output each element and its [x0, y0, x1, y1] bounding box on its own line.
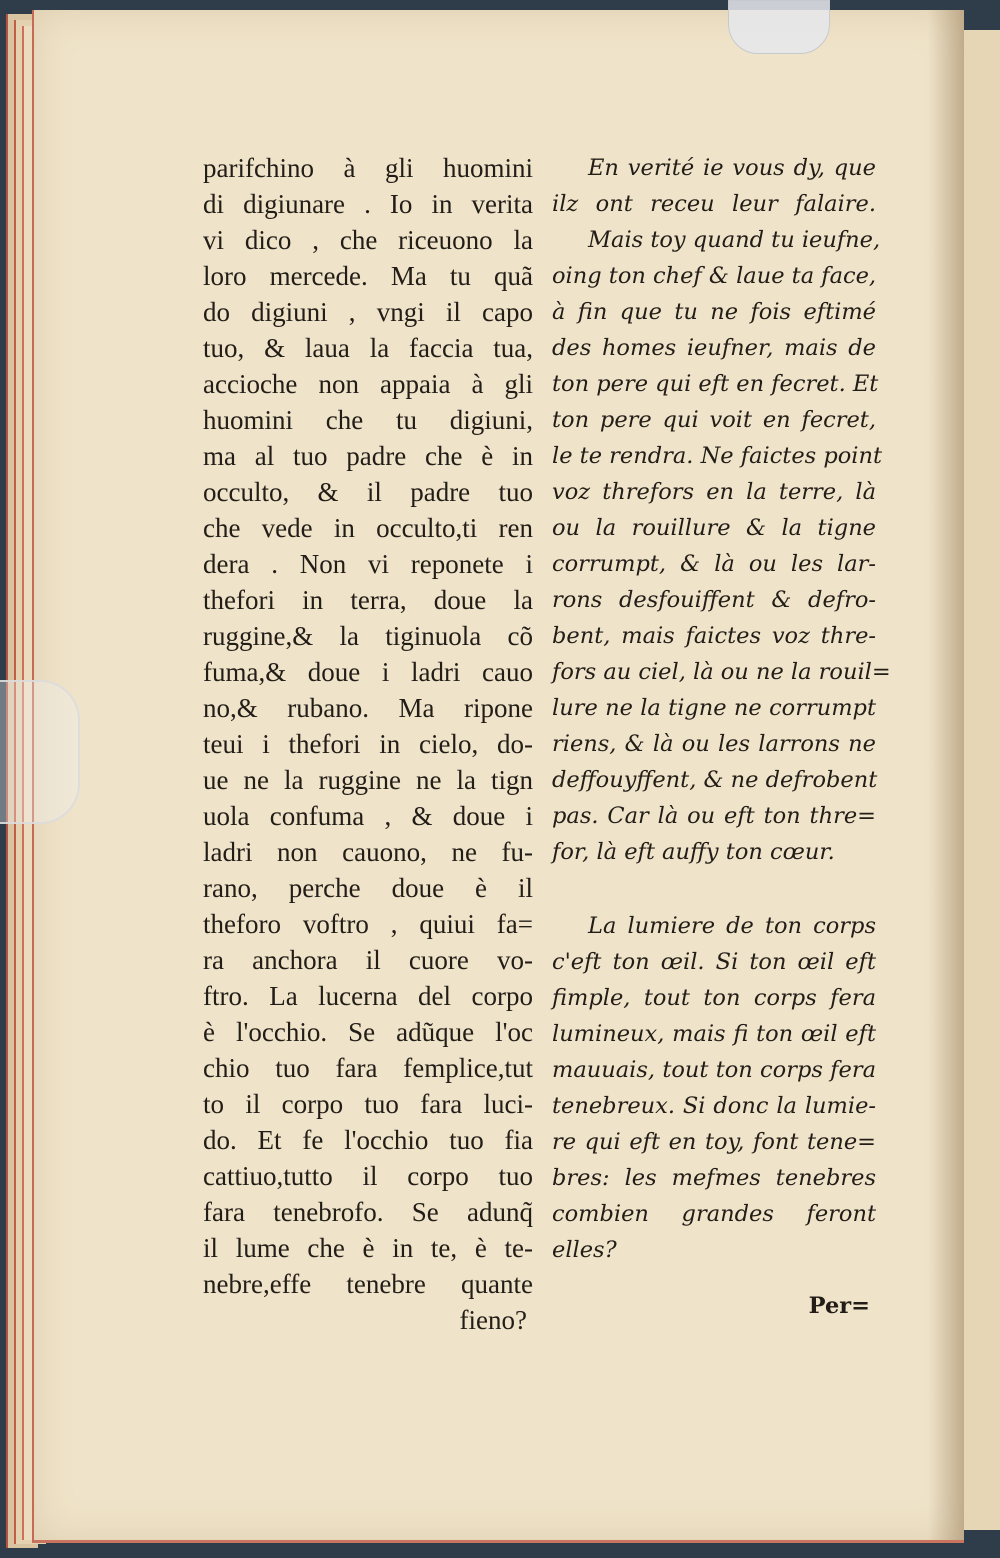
text-line: re qui eft en toy, font tene= [552, 1129, 876, 1155]
text-line: thefori in terra, doue la [203, 585, 533, 615]
page-clip [728, 0, 830, 54]
text-line: pas. Car là ou eft ton thre= [552, 803, 876, 829]
italian-text-column [203, 150, 533, 1338]
text-line: c'eft ton œil. Si ton œil eft [552, 949, 876, 975]
text-line: nebre,effe tenebre quante [203, 1269, 533, 1299]
french-text-column [552, 150, 891, 1324]
text-line: corrumpt, & là ou les lar- [552, 551, 876, 577]
text-line: dera . Non vi reponete i [203, 549, 533, 579]
text-line: fara tenebrofo. Se adunq̃ [203, 1197, 533, 1227]
text-line: fors au ciel, là ou ne la rouil= [552, 659, 891, 685]
paragraph-gap [552, 870, 876, 908]
text-line: fuma,& doue i ladri cauo [203, 657, 533, 687]
catchword: Per= [808, 1293, 870, 1319]
text-line: à fin que tu ne fois eftimé [552, 299, 876, 325]
text-line: Mais toy quand tu ieufne, [588, 227, 881, 253]
text-line: tuo, & laua la faccia tua, [203, 333, 533, 363]
text-line: lumineux, mais fi ton œil eft [552, 1021, 876, 1047]
text-line: ue ne la ruggine ne la tign [203, 765, 533, 795]
text-line: il lume che è in te, è te- [203, 1233, 533, 1263]
page-clip [0, 680, 80, 824]
text-line: ou la rouillure & la tigne [552, 515, 876, 541]
text-line: è l'occhio. Se adũque l'oc [203, 1017, 533, 1047]
text-line: le te rendra. Ne faictes point [552, 443, 883, 469]
text-line: bent, mais faictes voz thre- [552, 623, 876, 649]
text-line: ftro. La lucerna del corpo [203, 981, 533, 1011]
text-line: no,& rubano. Ma ripone [203, 693, 533, 723]
text-line: chio tuo fara femplice,tut [203, 1053, 533, 1083]
text-line: do digiuni , vngi il capo [203, 297, 533, 327]
text-line: ladri non cauono, ne fu- [203, 837, 533, 867]
text-line: ruggine,& la tiginuola cõ [203, 621, 533, 651]
text-line: rano, perche doue è il [203, 873, 533, 903]
text-line: ilz ont receu leur falaire. [552, 191, 876, 217]
text-line: tenebreux. Si donc la lumie- [552, 1093, 876, 1119]
text-line: do. Et fe l'occhio tuo fia [203, 1125, 533, 1155]
text-line: La lumiere de ton corps [588, 913, 876, 939]
text-line: ra anchora il cuore vo- [203, 945, 533, 975]
text-line: deffouyffent, & ne defrobent [552, 767, 878, 793]
text-line: for, là eft auffy ton cœur. [552, 839, 835, 865]
text-line: lure ne la tigne ne corrumpt [552, 695, 876, 721]
text-line: En verité ie vous dy, que [588, 155, 876, 181]
text-line: vi dico , che riceuono la [203, 225, 533, 255]
text-line: ma al tuo padre che è in [203, 441, 533, 471]
text-line: loro mercede. Ma tu quã [203, 261, 533, 291]
facing-page-edge [960, 30, 1000, 1530]
text-line: des homes ieufner, mais de [552, 335, 876, 361]
text-line: di digiunare . Io in verita [203, 189, 533, 219]
text-line: fimple, tout ton corps fera [552, 985, 876, 1011]
text-line: huomini che tu digiuni, [203, 405, 533, 435]
text-line: bres: les mefmes tenebres [552, 1165, 876, 1191]
text-line: oing ton chef & laue ta face, [552, 263, 877, 289]
text-line: parifchino à gli huomini [203, 153, 533, 183]
text-line: voz threfors en la terre, là [552, 479, 876, 505]
text-line: ton pere qui eft en fecret. Et [552, 371, 879, 397]
text-line: to il corpo tuo fara luci- [203, 1089, 533, 1119]
text-line: fieno? [459, 1305, 527, 1335]
text-line: theforo voftro , quiui fa= [203, 909, 533, 939]
text-line: ton pere qui voit en fecret, [552, 407, 876, 433]
text-line: accioche non appaia à gli [203, 369, 533, 399]
text-line: occulto, & il padre tuo [203, 477, 533, 507]
text-line: che vede in occulto,ti ren [203, 513, 533, 543]
text-line: riens, & là ou les larrons ne [552, 731, 876, 757]
text-line: uola confuma , & doue i [203, 801, 533, 831]
text-line: rons desfouiffent & defro- [552, 587, 876, 613]
text-line: mauuais, tout ton corps fera [552, 1057, 876, 1083]
text-line: cattiuo,tutto il corpo tuo [203, 1161, 533, 1191]
text-line: elles? [552, 1237, 617, 1263]
text-line: teui i thefori in cielo, do- [203, 729, 533, 759]
text-line: combien grandes feront [552, 1201, 876, 1227]
